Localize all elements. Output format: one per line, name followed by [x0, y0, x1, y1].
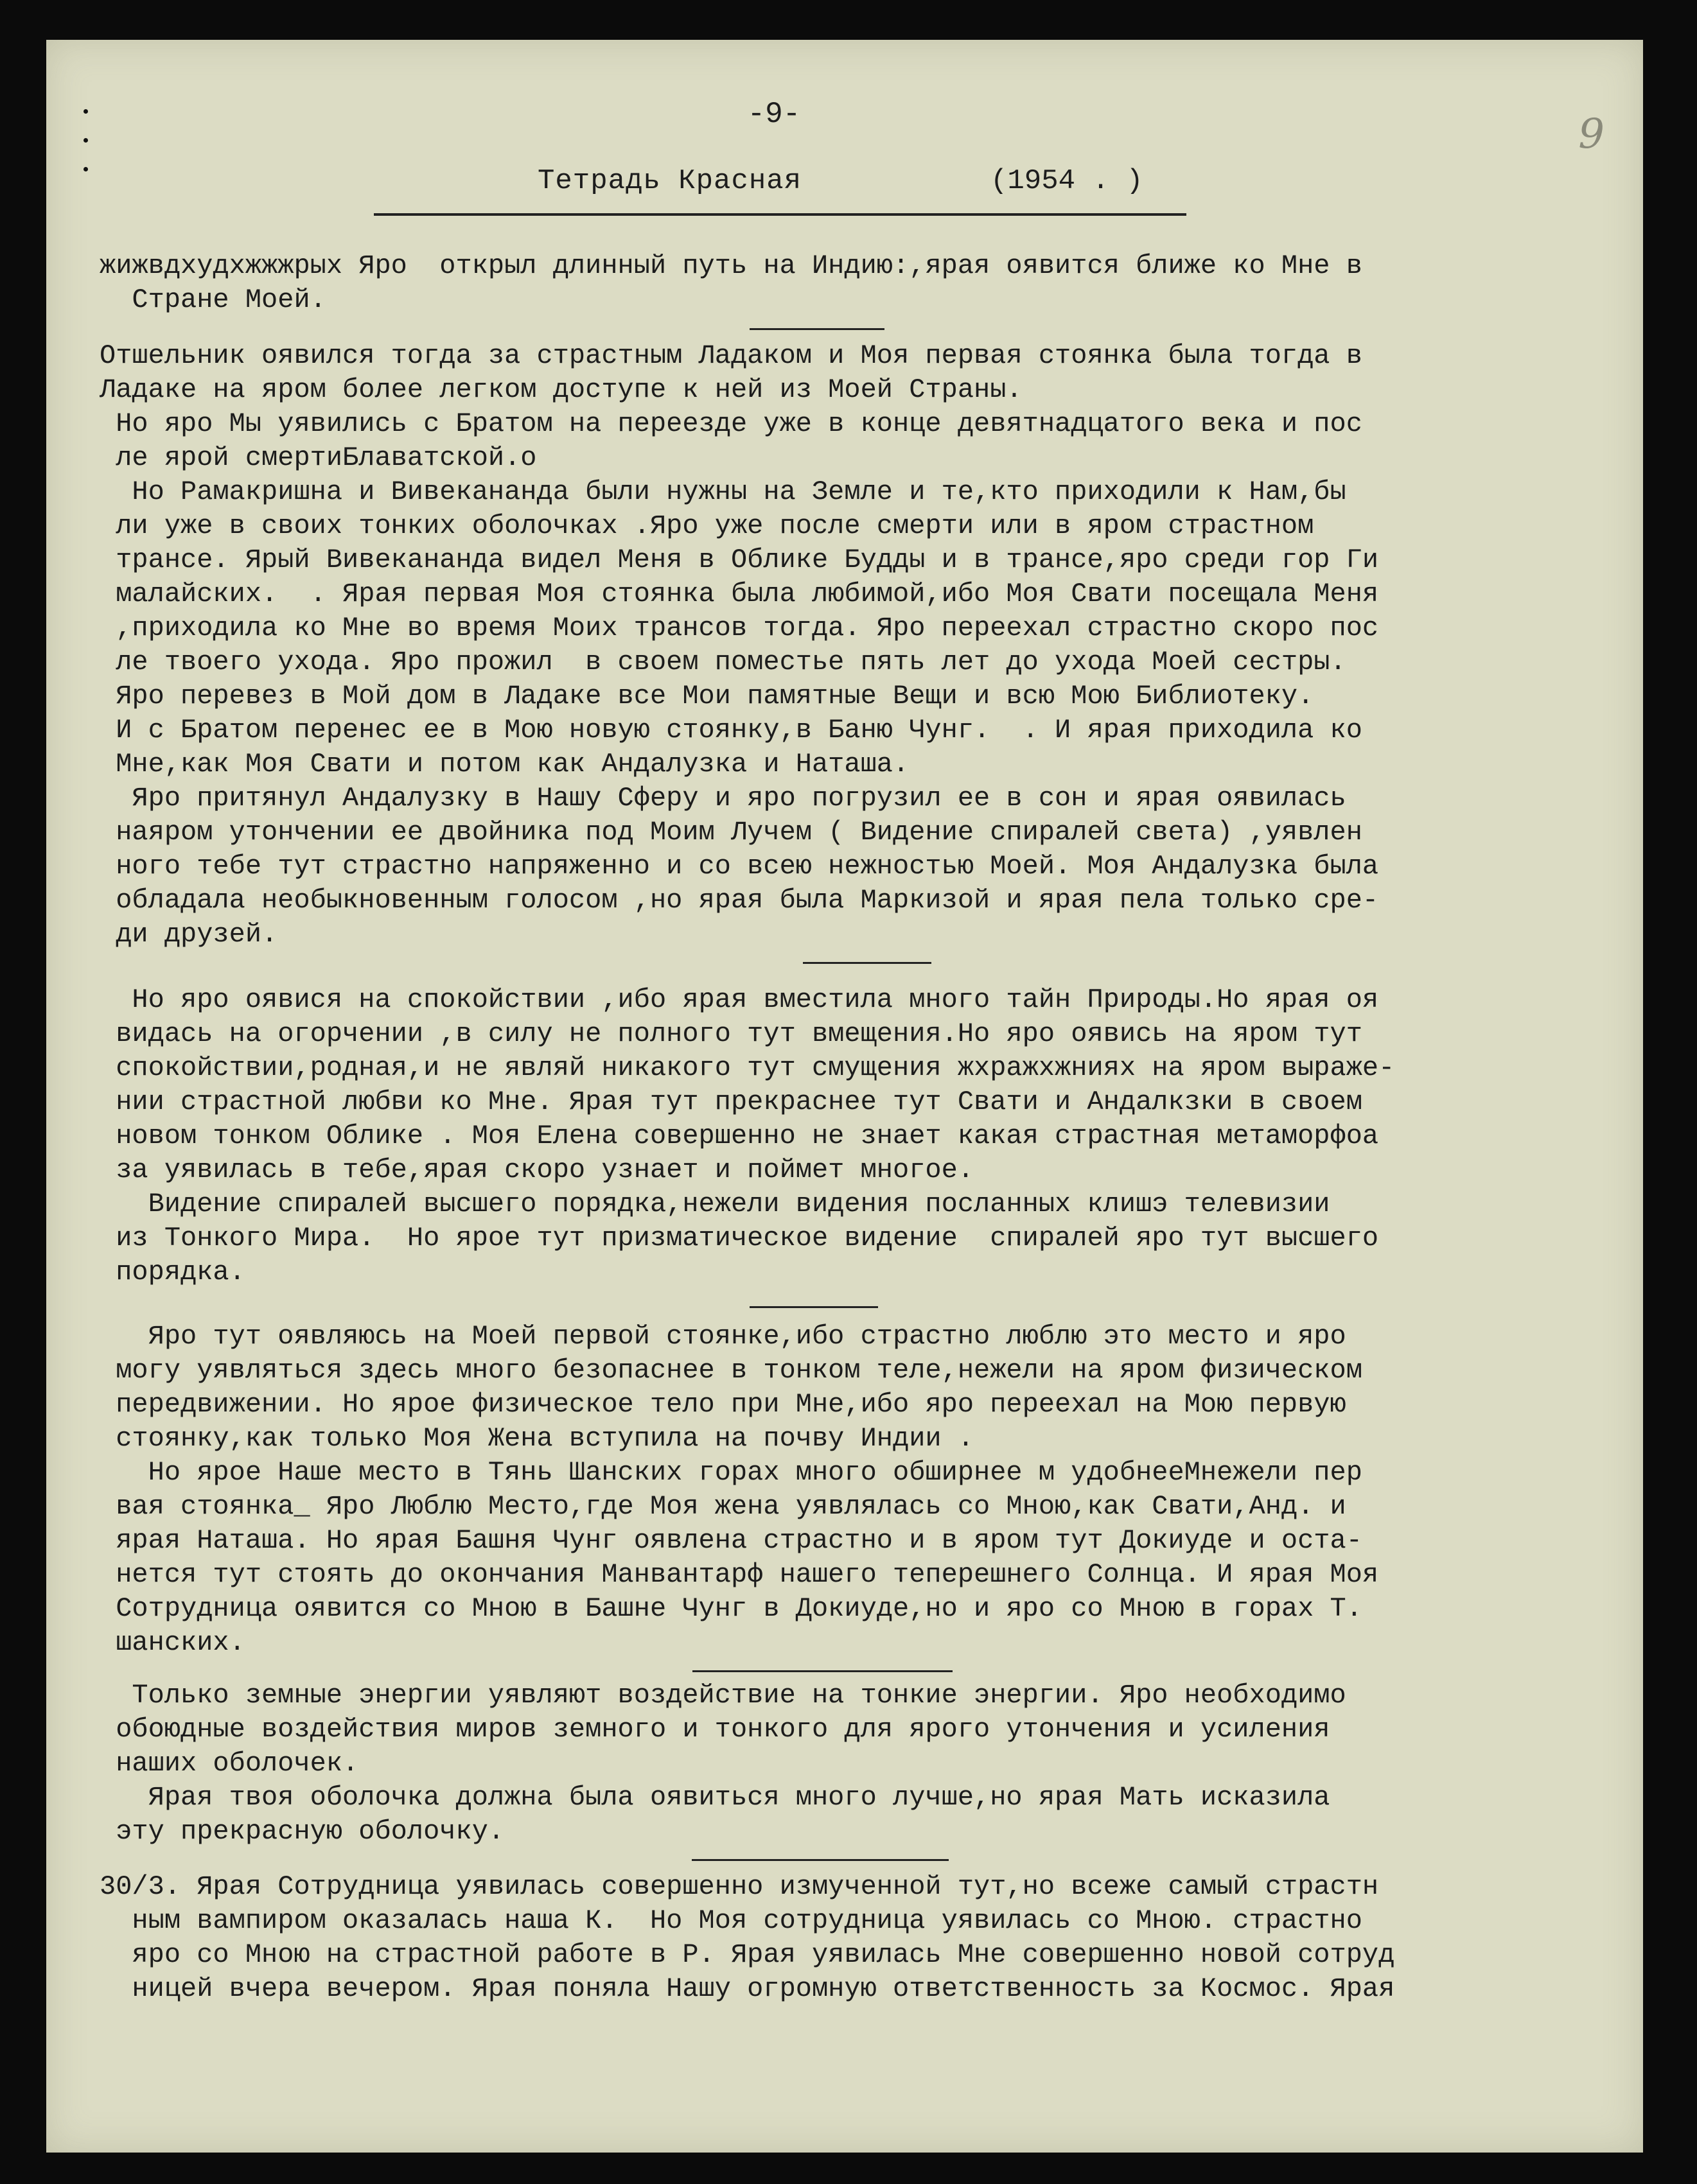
- text-line: новом тонком Облике . Моя Елена совершенно не знает какая страстная метаморфоа: [100, 1121, 1379, 1151]
- title-underline: [374, 213, 1186, 216]
- text-line: передвижении. Но ярое физическое тело при Мне,ибо яро переехал на Мою первую: [100, 1389, 1346, 1420]
- text-line: вая стоянка_ Яро Люблю Место,где Моя жена уявлялась со Мною,как Свати,Анд. и: [100, 1491, 1346, 1522]
- text-line: Видение спиралей высшего порядка,нежели видения посланных клишэ телевизии: [100, 1189, 1330, 1219]
- margin-marks: [84, 109, 91, 196]
- text-line: Только земные энергии уявляют воздействие на тонкие энергии. Яро необходимо: [100, 1680, 1346, 1711]
- text-line: Ладаке на яром более легком доступе к ней из Моей Страны.: [100, 374, 1023, 405]
- text-line: И с Братом перенес ее в Мою новую стоянку,в Баню Чунг. . И ярая приходила ко: [100, 715, 1362, 746]
- text-line: 30/3. Ярая Сотрудница уявилась совершенно измученной тут,но всеже самый страстн: [100, 1871, 1379, 1902]
- text-line: из Тонкого Мира. Но ярое тут призматическое видение спиралей яро тут высшего: [100, 1223, 1379, 1254]
- text-line: стоянку,как только Моя Жена вступила на почву Индии .: [100, 1423, 974, 1454]
- text-line: малайских. . Ярая первая Моя стоянка была любимой,ибо Моя Свати посещала Меня: [100, 579, 1379, 609]
- text-line: Но Рамакришна и Вивекананда были нужны на Земле и те,кто приходили к Нам,бы: [100, 476, 1346, 507]
- text-line: ного тебе тут страстно напряженно и со всею нежностью Моей. Моя Андалузка была: [100, 851, 1379, 882]
- text-line: спокойствии,родная,и не являй никакого тут смущения жхражхжниях на яром выраже-: [100, 1053, 1395, 1083]
- text-line: за уявилась в тебе,ярая скоро узнает и поймет многое.: [100, 1155, 974, 1185]
- text-line: ,приходила ко Мне во время Моих трансов тогда. Яро переехал страстно скоро пос: [100, 613, 1379, 643]
- text-line: Яро притянул Андалузку в Нашу Сферу и яро погрузил ее в сон и ярая оявилась: [100, 783, 1346, 814]
- text-line: ным вампиром оказалась наша К. Но Моя сотрудница уявилась со Мною. страстно: [100, 1905, 1362, 1936]
- text-line: ле твоего ухода. Яро прожил в своем поместье пять лет до ухода Моей сестры.: [100, 647, 1346, 677]
- text-line: Мне,как Моя Свати и потом как Андалузка и Наташа.: [100, 749, 910, 780]
- text-line: обладала необыкновенным голосом ,но ярая была Маркизой и ярая пела только сре-: [100, 885, 1379, 916]
- text-line: эту прекрасную оболочку.: [100, 1816, 505, 1847]
- text-line: ли уже в своих тонких оболочках .Яро уже после смерти или в яром страстном: [100, 511, 1314, 541]
- text-line: обоюдные воздействия миров земного и тонкого для ярого утончения и усиления: [100, 1714, 1330, 1745]
- text-line: Сотрудница оявится со Мною в Башне Чунг в Докиуде,но и яро со Мною в горах Т.: [100, 1593, 1362, 1624]
- handwritten-page-number: 9: [1578, 110, 1605, 158]
- text-line: ле ярой смертиБлаватской.о: [100, 442, 537, 473]
- text-line: жижвдхудхжжжрых Яро открыл длинный путь на Индию:,ярая оявится ближе ко Мне в: [100, 250, 1362, 281]
- text-line: нии страстной любви ко Мне. Ярая тут прекраснее тут Свати и Андалкзки в своем: [100, 1087, 1362, 1117]
- text-line: трансе. Ярый Вивекананда видел Меня в Облике Будды и в трансе,яро среди гор Ги: [100, 545, 1379, 575]
- text-line: нется тут стоять до окончания Манвантарф нашего теперешнего Солнца. И ярая Моя: [100, 1559, 1379, 1590]
- text-line: Но яро оявися на спокойствии ,ибо ярая вместила много тайн Природы.Но ярая оя: [100, 984, 1379, 1015]
- text-line: Ярая твоя оболочка должна была оявиться много лучше,но ярая Мать исказила: [100, 1782, 1330, 1813]
- text-line: видась на огорчении ,в силу не полного тут вмещения.Но яро оявись на яром тут: [100, 1018, 1362, 1049]
- page-number: -9-: [747, 98, 801, 131]
- section-separator: [750, 1306, 878, 1308]
- document-body: [100, 249, 1615, 2006]
- text-line: ди друзей.: [100, 919, 278, 950]
- text-line: Яро тут оявляюсь на Моей первой стоянке,ибо страстно люблю это место и яро: [100, 1321, 1346, 1352]
- section-separator: [803, 962, 931, 964]
- text-line: наяром утончении ее двойника под Моим Лучем ( Видение спиралей света) ,уявлен: [100, 817, 1362, 848]
- section-separator: [692, 1859, 949, 1861]
- text-line: шанских.: [100, 1627, 245, 1658]
- page-year: (1954 . ): [990, 165, 1143, 197]
- text-line: ярая Наташа. Но ярая Башня Чунг оявлена страстно и в яром тут Докиуде и оста-: [100, 1525, 1362, 1556]
- text-line: могу уявляться здесь много безопаснее в тонком теле,нежели на яром физическом: [100, 1355, 1362, 1386]
- text-line: Но яро Мы уявились с Братом на переезде уже в конце девятнадцатого века и пос: [100, 408, 1362, 439]
- text-line: наших оболочек.: [100, 1748, 359, 1779]
- text-line: Стране Моей.: [100, 284, 326, 315]
- section-separator: [692, 1670, 953, 1672]
- page-title: Тетрадь Красная: [538, 165, 802, 197]
- text-line: порядка.: [100, 1257, 245, 1288]
- text-line: Но ярое Наше место в Тянь Шанских горах много обширнее м удобнееМнежели пер: [100, 1457, 1362, 1488]
- text-line: Отшельник оявился тогда за страстным Ладаком и Моя первая стоянка была тогда в: [100, 340, 1362, 371]
- text-line: ницей вчера вечером. Ярая поняла Нашу огромную ответственность за Космос. Ярая: [100, 1973, 1395, 2004]
- text-line: Яро перевез в Мой дом в Ладаке все Мои памятные Вещи и всю Мою Библиотеку.: [100, 681, 1314, 712]
- section-separator: [750, 328, 884, 330]
- text-line: яро со Мною на страстной работе в Р. Ярая уявилась Мне совершенно новой сотруд: [100, 1939, 1395, 1970]
